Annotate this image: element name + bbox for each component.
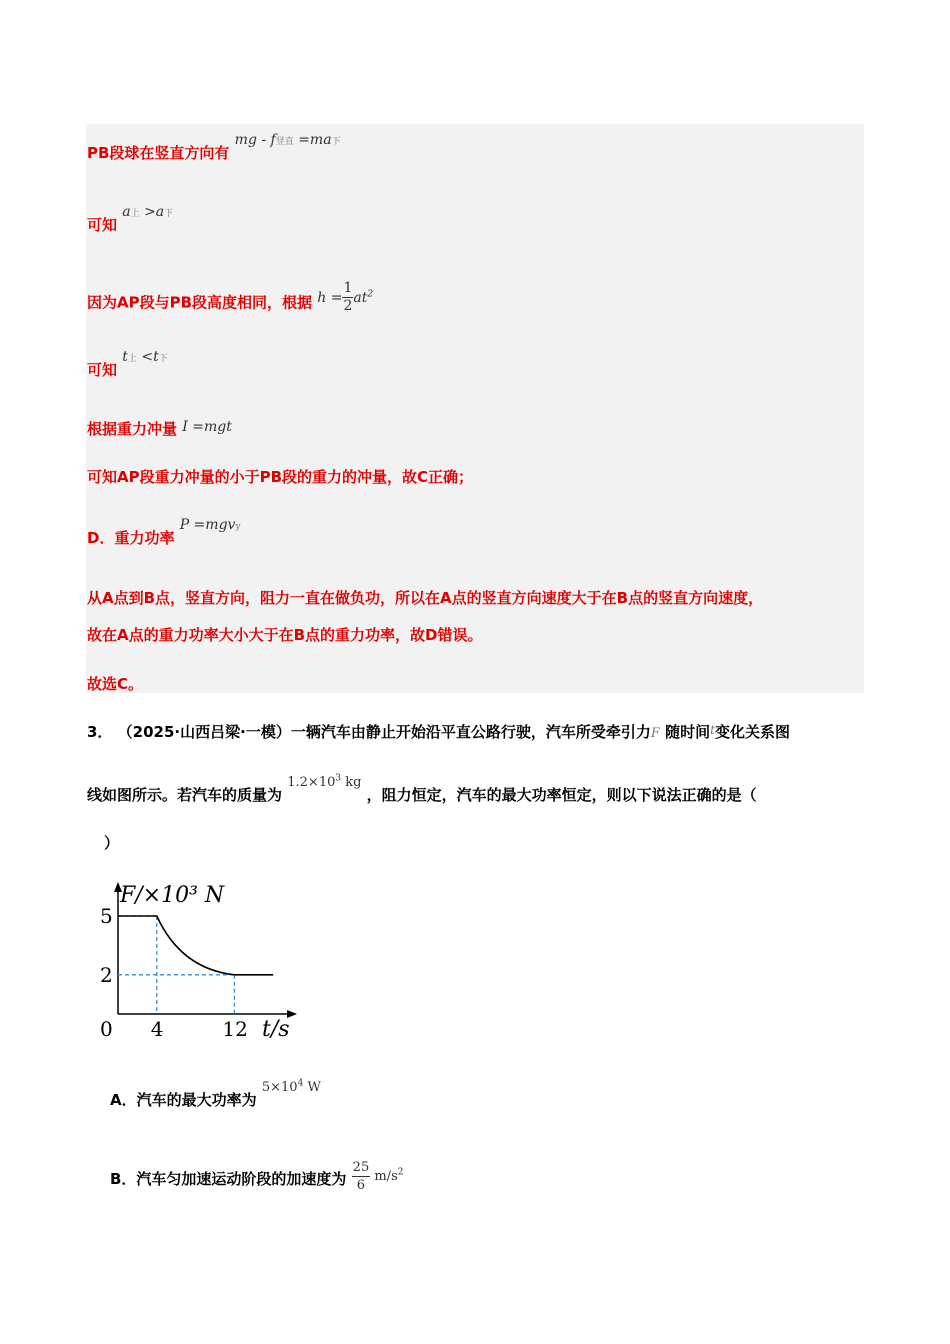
question-stem-line-3: ） bbox=[104, 834, 120, 852]
question-stem-line-1: 3． （2025·山西吕梁·一模）一辆汽车由静止开始沿平直公路行驶，汽车所受牵引力F 随时间$^t$变化关系图 bbox=[87, 723, 790, 741]
option-b[interactable]: B．汽车匀加速运动阶段的加速度为 $\frac{25}{6}$ $m/s^2$ bbox=[110, 1160, 404, 1193]
mass-value: $1.2\times 10^3$ kg bbox=[287, 773, 362, 790]
question-number: 3． bbox=[87, 723, 113, 741]
solution-line-3: 因为AP段与PB段高度相同，根据 h = $\frac{1}{2}$ $at^2$ bbox=[87, 280, 374, 314]
solution-line-2: 可知 a上 >a下 bbox=[87, 204, 174, 234]
equation-impulse: I =mgt bbox=[182, 419, 232, 435]
y-axis-label: F/×10³ N bbox=[120, 883, 225, 908]
solution-line-4: 可知 t上 <t下 bbox=[87, 349, 168, 379]
origin-label: 0 bbox=[100, 1017, 113, 1041]
y-tick-label: 5 bbox=[100, 904, 113, 928]
solution-line-1 bbox=[87, 132, 341, 163]
y-tick-label: 2 bbox=[100, 962, 113, 987]
force-time-graph bbox=[90, 874, 330, 1044]
equation-height: h = $\frac{1}{2}$ $at^2$ bbox=[317, 280, 374, 314]
acceleration-value: $\frac{25}{6}$ $m/s^2$ bbox=[352, 1160, 404, 1193]
x-tick-label: 4 bbox=[150, 1017, 164, 1041]
solution-line-10: 故选C。 bbox=[87, 675, 144, 693]
x-tick-label: 12 bbox=[222, 1017, 248, 1041]
solution-line-7: D．重力功率 P =mgvy bbox=[87, 517, 241, 547]
solution-line-9: 故在A点的重力功率大小大于在B点的重力功率，故D错误。 bbox=[87, 626, 483, 644]
inequality-time: t上 <t下 bbox=[122, 349, 168, 365]
max-power-value: $5\times 10^4$ W bbox=[261, 1078, 321, 1095]
solution-line-8: 从A点到B点，竖直方向，阻力一直在做负功，所以在A点的竖直方向速度大于在B点的竖直方向速度， bbox=[87, 589, 764, 607]
question-stem-line-2: 线如图所示。若汽车的质量为 $1.2\times 10^3$ kg ，阻力恒定，汽车的最大功率恒定，则以下说法正确的是（ bbox=[87, 773, 757, 804]
solution-line-5: 根据重力冲量 I =mgt bbox=[87, 419, 232, 438]
option-a[interactable]: A．汽车的最大功率为 $5\times 10^4$ W bbox=[110, 1078, 321, 1109]
equation-pb-vertical: mg - f竖直 =ma下 bbox=[234, 132, 341, 148]
equation-power: P =mgvy bbox=[179, 517, 241, 533]
x-axis-label: t/s bbox=[262, 1017, 290, 1042]
force-curve bbox=[118, 916, 273, 975]
solution-text: PB段球在竖直方向有 bbox=[87, 144, 230, 162]
inequality-acceleration: a上 >a下 bbox=[122, 204, 174, 220]
solution-line-6: 可知AP段重力冲量的小于PB段的重力的冲量，故C正确； bbox=[87, 468, 474, 486]
